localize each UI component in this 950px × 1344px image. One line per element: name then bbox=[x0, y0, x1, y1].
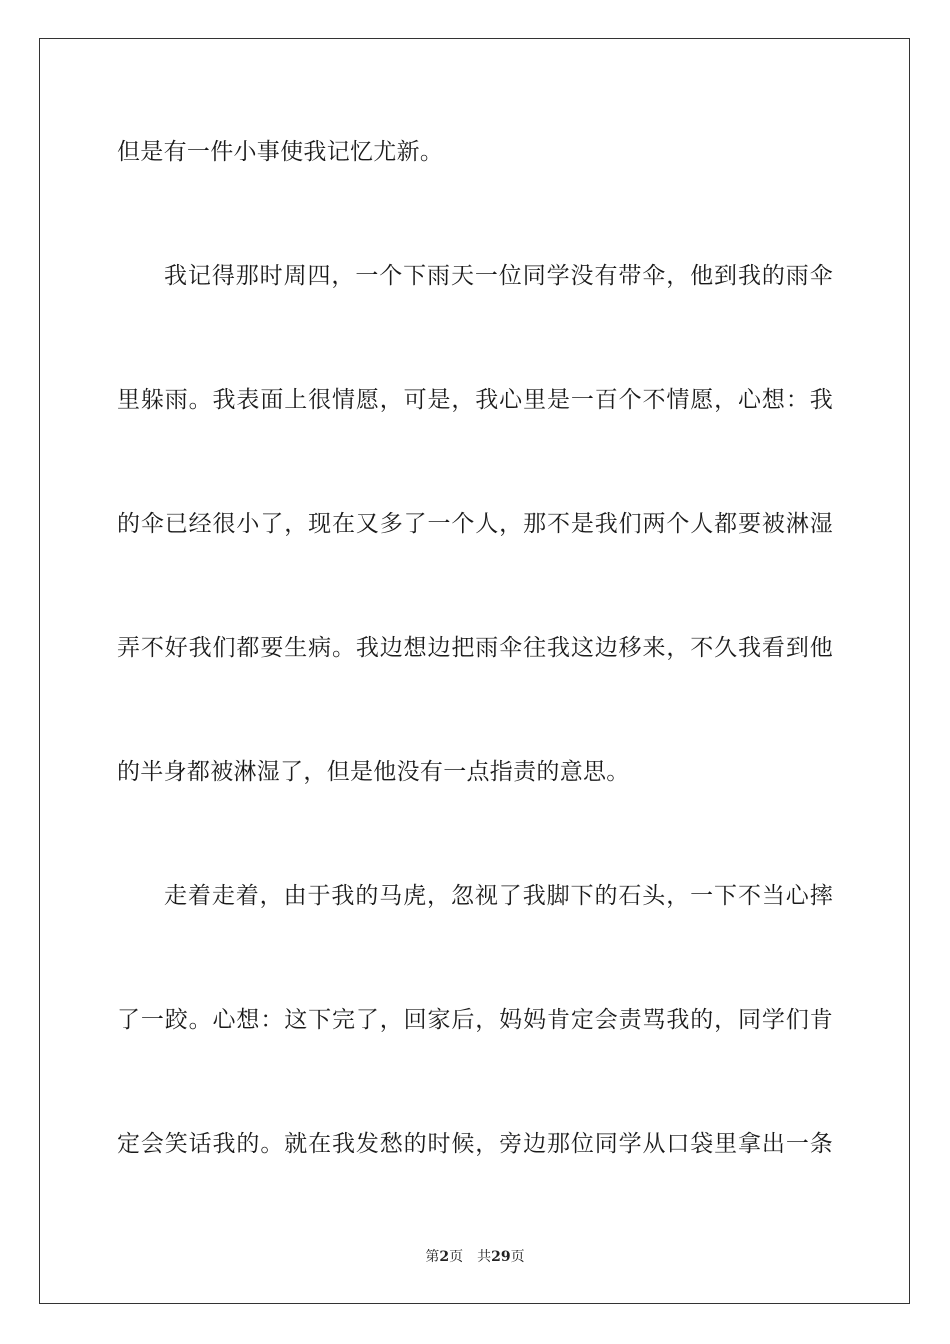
text-line-1: 但是有一件小事使我记忆尤新。 bbox=[117, 139, 444, 165]
text-line-8: 了一跤。心想：这下完了，回家后，妈妈肯定会责骂我的，同学们肯 bbox=[117, 1007, 833, 1033]
footer-total-pages: 29 bbox=[491, 1249, 511, 1265]
text-line-7: 走着走着，由于我的马虎，忽视了我脚下的石头，一下不当心摔 bbox=[164, 883, 833, 909]
text-line-2: 我记得那时周四，一个下雨天一位同学没有带伞，他到我的雨伞 bbox=[164, 263, 833, 289]
text-line-4: 的伞已经很小了，现在又多了一个人，那不是我们两个人都要被淋湿 bbox=[117, 511, 833, 537]
text-line-6: 的半身都被淋湿了，但是他没有一点指责的意思。 bbox=[117, 759, 630, 785]
footer-page-number: 2 bbox=[439, 1249, 450, 1265]
footer-page-suffix: 页 bbox=[449, 1249, 464, 1265]
text-line-3: 里躲雨。我表面上很情愿，可是，我心里是一百个不情愿，心想：我 bbox=[117, 387, 833, 413]
page-footer bbox=[0, 1248, 950, 1266]
footer-total-prefix: 共 bbox=[477, 1249, 492, 1265]
footer-total-suffix: 页 bbox=[510, 1249, 525, 1265]
text-line-9: 定会笑话我的。就在我发愁的时候，旁边那位同学从口袋里拿出一条 bbox=[117, 1131, 833, 1157]
footer-page-prefix: 第 bbox=[425, 1249, 440, 1265]
text-line-5: 弄不好我们都要生病。我边想边把雨伞往我这边移来，不久我看到他 bbox=[117, 635, 833, 661]
page-border bbox=[39, 38, 910, 1304]
